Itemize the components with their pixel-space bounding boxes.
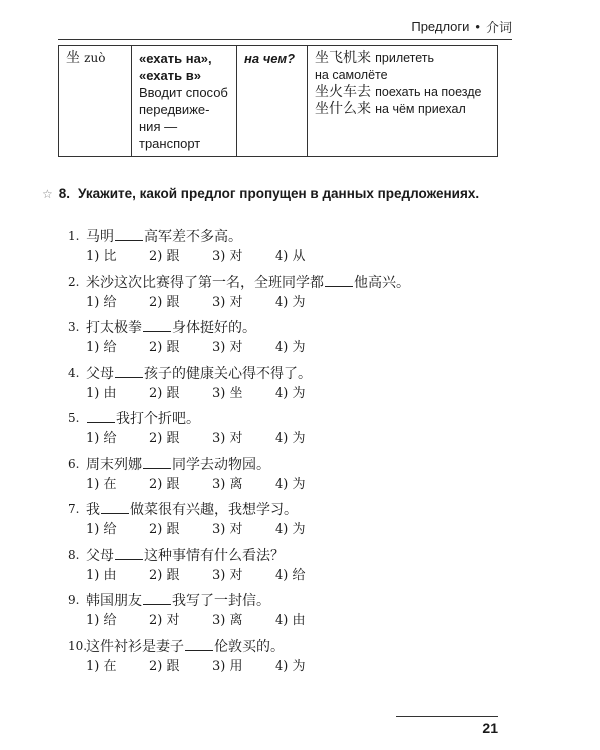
examples-cell xyxy=(308,46,498,157)
question-line xyxy=(68,408,528,429)
answer-option[interactable]: 1) 给 xyxy=(86,431,117,446)
table-row xyxy=(59,46,498,157)
preposition-table xyxy=(58,45,498,157)
example-line: 坐飞机来 прилететь xyxy=(315,50,435,66)
answer-option[interactable]: 4) 为 xyxy=(275,294,306,310)
answer-blank[interactable] xyxy=(115,226,143,241)
footer-rule xyxy=(396,716,498,717)
answer-blank[interactable] xyxy=(325,272,353,287)
meaning-line-1: «ехать на», xyxy=(139,51,212,66)
list-item xyxy=(68,226,528,272)
answer-option[interactable]: 4) 给 xyxy=(275,567,306,583)
answer-option[interactable]: 1) 在 xyxy=(86,476,117,492)
list-item xyxy=(68,317,528,363)
item-number: 5. xyxy=(68,411,80,425)
answer-option[interactable]: 2) 跟 xyxy=(149,522,180,537)
list-item xyxy=(68,636,528,682)
item-number: 10. xyxy=(68,638,88,653)
answer-option[interactable]: 1) 给 xyxy=(86,522,117,537)
answer-option[interactable]: 3) 对 xyxy=(212,340,243,355)
sentence-before: 马明 xyxy=(86,229,114,245)
answer-option[interactable]: 2) 跟 xyxy=(149,476,180,492)
answer-option[interactable]: 2) 对 xyxy=(149,613,180,628)
word-pinyin: zuò xyxy=(84,51,106,65)
answer-blank[interactable] xyxy=(185,636,213,651)
options-row xyxy=(86,611,528,630)
sentence-before: 周末列娜 xyxy=(86,456,142,473)
answer-option[interactable]: 2) 跟 xyxy=(149,340,180,355)
answer-option[interactable]: 2) 跟 xyxy=(149,249,180,264)
options-row xyxy=(86,247,528,266)
answer-option[interactable]: 4) 为 xyxy=(275,476,306,492)
answer-blank[interactable] xyxy=(115,363,143,378)
example-line: на самолёте xyxy=(315,68,388,82)
answer-blank[interactable] xyxy=(115,545,143,560)
sentence xyxy=(86,636,284,657)
word-zh: 坐 xyxy=(66,50,80,66)
sentence xyxy=(86,363,312,384)
list-item xyxy=(68,590,528,636)
item-number: 9. xyxy=(68,593,80,607)
item-number: 3. xyxy=(68,320,80,334)
answer-blank[interactable] xyxy=(143,454,171,469)
exercise-instruction: Укажите, какой предлог пропущен в данных предложениях. xyxy=(78,186,480,201)
question-line xyxy=(68,317,528,338)
sentence-before: 父母 xyxy=(86,547,114,564)
answer-option[interactable]: 2) 跟 xyxy=(149,431,180,446)
sentence-before: 父母 xyxy=(86,365,114,382)
sentence-before: 这件衬衫是妻子 xyxy=(86,638,184,655)
list-item xyxy=(68,499,528,545)
sentence-after: 做菜很有兴趣，我想学习。 xyxy=(130,502,298,518)
sentence-before: 我 xyxy=(86,502,100,518)
answer-option[interactable]: 2) 跟 xyxy=(149,294,180,310)
options-row xyxy=(86,475,528,494)
sentence xyxy=(86,454,270,475)
header-separator: • xyxy=(475,18,480,34)
meaning-cell xyxy=(132,46,237,157)
item-number: 6. xyxy=(68,456,80,471)
question-line xyxy=(68,545,528,566)
item-number: 7. xyxy=(68,502,80,516)
sentence-after: 孩子的健康关心得不得了。 xyxy=(144,365,312,382)
sentence-before: 打太极拳 xyxy=(86,320,142,336)
running-header xyxy=(58,14,512,38)
question-line xyxy=(68,499,528,520)
question-line xyxy=(68,363,528,384)
answer-option[interactable]: 3) 对 xyxy=(212,522,243,537)
sentence-after: 我打个折吧。 xyxy=(116,411,200,427)
question-line xyxy=(68,454,528,475)
sentence-after: 高军差不多高。 xyxy=(144,229,242,245)
options-row xyxy=(86,429,528,448)
answer-option[interactable]: 4) 从 xyxy=(275,249,306,264)
sentence xyxy=(86,545,284,566)
answer-option[interactable]: 3) 对 xyxy=(212,567,243,583)
list-item xyxy=(68,545,528,591)
header-title: Предлоги xyxy=(411,18,470,34)
answer-option[interactable]: 4) 由 xyxy=(275,613,306,628)
question-cell xyxy=(237,46,308,157)
item-number: 2. xyxy=(68,274,80,289)
question-line xyxy=(68,590,528,611)
answer-option[interactable]: 3) 对 xyxy=(212,249,243,264)
sentence xyxy=(86,408,200,429)
sentence-after: 我写了一封信。 xyxy=(172,593,270,609)
star-icon: ☆ xyxy=(42,186,53,201)
sentence-after: 伦敦买的。 xyxy=(214,638,284,655)
list-item xyxy=(68,363,528,409)
answer-option[interactable]: 1) 由 xyxy=(86,385,117,401)
question-text: на чем? xyxy=(244,51,296,66)
answer-blank[interactable] xyxy=(87,408,115,423)
answer-option[interactable]: 3) 离 xyxy=(212,476,243,492)
sentence xyxy=(86,590,270,611)
word-cell xyxy=(59,46,132,157)
answer-option[interactable]: 2) 跟 xyxy=(149,658,180,674)
sentence-before: 韩国朋友 xyxy=(86,593,142,609)
answer-blank[interactable] xyxy=(143,590,171,605)
answer-option[interactable]: 1) 给 xyxy=(86,613,117,628)
sentence xyxy=(86,272,410,293)
sentence-after: 他高兴。 xyxy=(354,274,410,291)
list-item xyxy=(68,454,528,500)
meaning-line-2: «ехать в» xyxy=(139,68,201,83)
exercise-items xyxy=(68,226,528,681)
answer-option[interactable]: 3) 对 xyxy=(212,431,243,446)
sentence-after: 身体挺好的。 xyxy=(172,320,256,336)
answer-option[interactable]: 1) 在 xyxy=(86,658,117,674)
answer-option[interactable]: 1) 比 xyxy=(86,249,117,264)
question-line xyxy=(68,636,528,657)
options-row xyxy=(86,384,528,403)
answer-option[interactable]: 3) 坐 xyxy=(212,385,243,401)
answer-option[interactable]: 4) 为 xyxy=(275,340,306,355)
answer-option[interactable]: 1) 给 xyxy=(86,340,117,355)
answer-option[interactable]: 4) 为 xyxy=(275,522,306,537)
sentence-after: 这种事情有什么看法？ xyxy=(144,547,284,564)
question-line xyxy=(68,272,528,293)
options-row xyxy=(86,338,528,357)
sentence-before: 米沙这次比赛得了第一名，全班同学都 xyxy=(86,274,324,291)
item-number: 4. xyxy=(68,365,80,380)
answer-blank[interactable] xyxy=(101,499,129,514)
list-item xyxy=(68,272,528,318)
page-number: 21 xyxy=(482,720,498,736)
options-row xyxy=(86,657,528,676)
example-line: 坐什么来 на чём приехал xyxy=(315,101,466,117)
answer-blank[interactable] xyxy=(143,317,171,332)
exercise-heading xyxy=(42,186,562,201)
sentence xyxy=(86,499,298,520)
sentence xyxy=(86,317,256,338)
example-line: 坐火车去 поехать на поезде xyxy=(315,84,482,100)
item-number: 8. xyxy=(68,547,80,562)
sentence-after: 同学去动物园。 xyxy=(172,456,270,473)
answer-option[interactable]: 1) 由 xyxy=(86,567,117,583)
answer-option[interactable]: 4) 为 xyxy=(275,431,306,446)
exercise-number: 8. xyxy=(58,186,71,201)
options-row xyxy=(86,293,528,312)
sentence xyxy=(86,226,242,247)
answer-option[interactable]: 4) 为 xyxy=(275,658,306,674)
answer-option[interactable]: 3) 对 xyxy=(212,294,243,310)
answer-option[interactable]: 3) 用 xyxy=(212,658,243,674)
answer-option[interactable]: 2) 跟 xyxy=(149,385,180,401)
meaning-explanation: Вводит способ передвиже-ния — транспорт xyxy=(139,85,228,151)
answer-option[interactable]: 1) 给 xyxy=(86,294,117,310)
options-row xyxy=(86,566,528,585)
list-item xyxy=(68,408,528,454)
options-row xyxy=(86,520,528,539)
question-line xyxy=(68,226,528,247)
answer-option[interactable]: 4) 为 xyxy=(275,385,306,401)
answer-option[interactable]: 3) 离 xyxy=(212,613,243,628)
answer-option[interactable]: 2) 跟 xyxy=(149,567,180,583)
header-rule xyxy=(58,39,512,40)
header-title-zh: 介词 xyxy=(485,19,512,35)
item-number: 1. xyxy=(68,229,80,243)
